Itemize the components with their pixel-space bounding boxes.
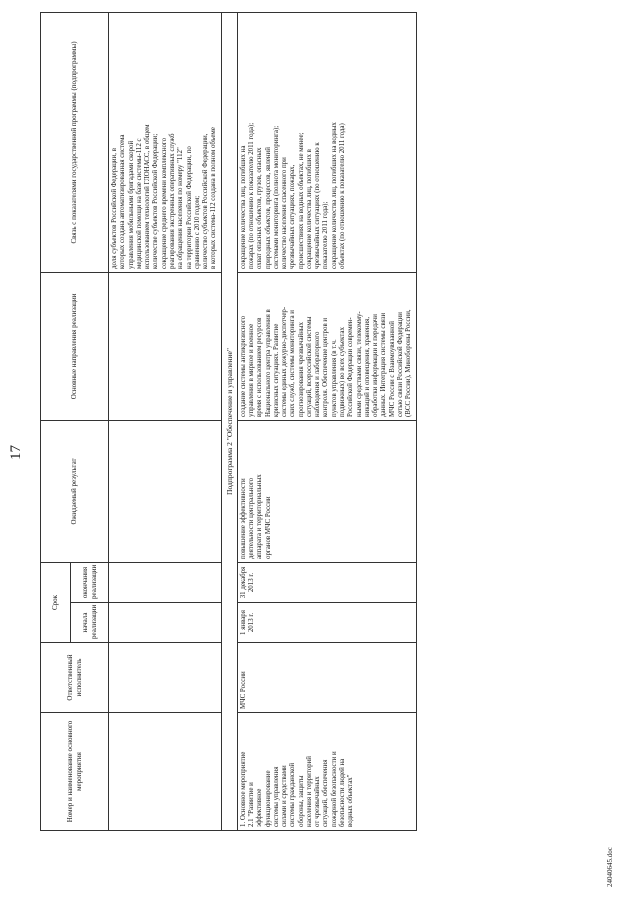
- measure-executor: МЧС России: [237, 643, 416, 713]
- header-indicators: Связь с показателями государственной программы (подпрограммы): [41, 12, 109, 272]
- continuation-indicators: доля субъектов Российской Федерации, в которых создана автоматизированная система управления мобильными бригадами скорой медицинской помощи на базе системы-112 с использованием технологий ГЛОНАСС, в общем количестве субъектов Российской Федерации; сокращение среднего времени комплексного реагирования экстренных оперативных служб на обращения населения по номеру "112" на территории Российской Федерации, по сравнению с 2010 годом; количество субъектов Российской Федерации, в которых система-112 создана в полном объеме: [109, 12, 222, 272]
- header-directions: Основные направления реализации: [41, 272, 109, 420]
- measures-table: [40, 12, 417, 831]
- header-executor: Ответственный исполнитель: [41, 643, 109, 713]
- header-result: Ожидаемый результат: [41, 420, 109, 562]
- measure-end: 31 декабря 2013 г.: [237, 562, 416, 602]
- continuation-row: [109, 12, 222, 830]
- header-term-end: окончания реализации: [71, 562, 109, 602]
- header-term: Срок: [41, 562, 71, 642]
- subprogram-row: [221, 12, 237, 830]
- measure-name: 1. Основное мероприятие 2.1 "Развитие и эффективное функционирование системы управления силами и средствами системы гражданской обороны, защиты населения и территорий от чрезвычайных ситуаций, обеспечения пожарной безопасности и безопасности людей на водных объектах": [237, 713, 416, 831]
- page-number: 17: [8, 445, 24, 460]
- measure-directions: создание системы антикризисного управления в мирное и военное время с использованием ресурсов Национального центра управления в кризисных ситуациях. Развитие системы единых дежурно-диспетчер- ских служб, системы мониторинга и прогнозирования чрезвычайных ситуаций, всероссийской системы наблюдения и лабораторного контроля. Обеспечение центров и пунктов управления (в т.ч. подвижных) во всех субъектах Российской Федерации современ- ными средствами связи, телекомму- никаций и оповещения, хранения, обработки информации и передачи данных. Интеграция системы связи МЧС России с Взаимоувязанной сетью связи Российской Федерации (ВСС России), Минобороны России,: [237, 272, 416, 420]
- subprogram-title: Подпрограмма 2 "Обеспечение и управление": [221, 12, 237, 830]
- header-term-start: начала реализации: [71, 603, 109, 643]
- table-row: [237, 12, 416, 830]
- document-id: 24040645.doc: [606, 847, 614, 887]
- measure-start: 1 января 2013 г.: [237, 603, 416, 643]
- measure-result: повышение эффективности деятельности центрального аппарата и территориальных органов МЧС России: [237, 420, 416, 562]
- header-measure: Номер и наименование основного мероприятия: [41, 713, 109, 831]
- measure-indicators: сокращение количества лиц, погибших на пожарах (по отношению к показателю 2011 года); охват опасных объектов, грузов, опасных природных объектов, процессов, явлений системами мониторинга (полнота мониторинга); количество населения спасенного при чрезвычайных ситуациях, пожарах, происшествиях на водных объектах, не менее; сокращение количества лиц, погибших в чрезвычайных ситуациях (по отношению к показателю 2011 года); сокращение количества лиц, погибших на водных объектах (по отношению к показателю 2011 года): [237, 12, 416, 272]
